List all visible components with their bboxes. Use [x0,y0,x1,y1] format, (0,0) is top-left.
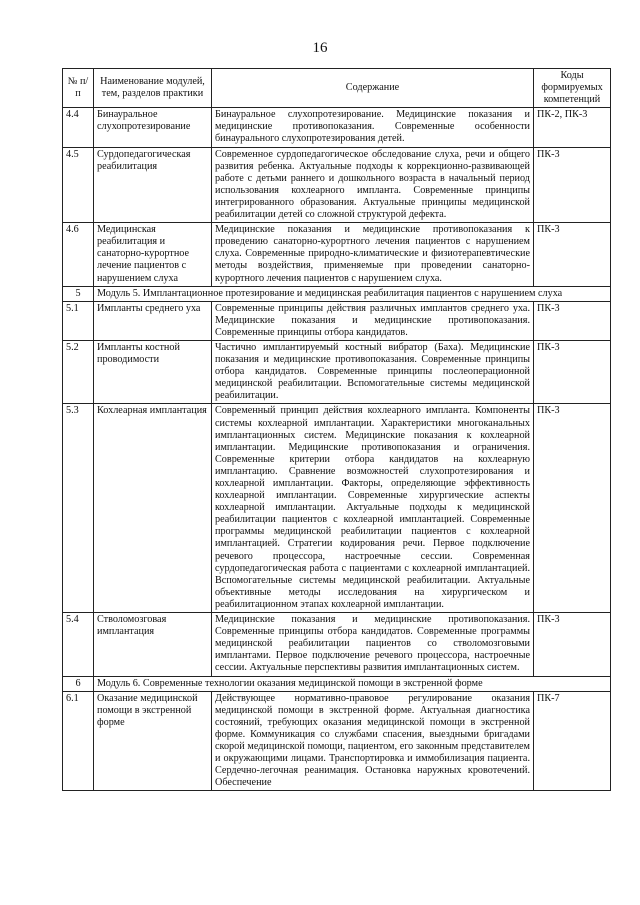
module-title: Модуль 6. Современные технологии оказания медицинской помощи в экстренной форме [94,676,611,691]
module-num: 5 [63,286,94,301]
row-codes: ПК-3 [534,340,611,403]
row-num: 5.4 [63,613,94,676]
row-num: 6.1 [63,691,94,791]
row-name: Кохлеарная имплантация [94,404,212,613]
row-num: 5.1 [63,301,94,340]
table-row [63,691,611,791]
header-codes: Коды формируемых компетенций [534,69,611,108]
row-codes: ПК-2, ПК-3 [534,108,611,147]
module-title: Модуль 5. Имплантационное протезирование и медицинская реабилитация пациентов с нарушением слуха [94,286,611,301]
curriculum-table [62,68,611,791]
row-content: Современные принципы действия различных имплантов среднего уха. Медицинские показания и медицинские противопоказания. Современные принципы отбора кандидатов. [212,301,534,340]
row-name: Импланты костной проводимости [94,340,212,403]
row-num: 4.5 [63,147,94,223]
row-content: Современный принцип действия кохлеарного импланта. Компоненты системы кохлеарной имплантации. Характеристики многоканальных имплантационных систем. Медицинские показания к кохлеарной имплантации. Медицинские противопоказания и ограничения. Современные критерии отбора кандидатов на кохлеарную имплантацию. Сравнение возможностей слухопротезирования и кохлеарной имплантации. Факторы, определяющие эффективность кохлеарной имплантации. Современные хирургические аспекты кохлеарной имплантации. Актуальные подходы к медицинской реабилитации пациентов с кохлеарной имплантацией. Современные программы медицинской реабилитации пациентов с кохлеарной имплантацией. Стратегии кодирования речи. Первое подключение речевого процессора, настроечные сессии. Современная сурдопедагогическая работа с пациентами с кохлеарной имплантацией. Вспомогательные системы медицинской реабилитации. Актуальные объективные методы исследования на хирургическом и реабилитационном этапах кохлеарной имплантации. [212,404,534,613]
row-content: Медицинские показания и медицинские противопоказания к проведению санаторно-курортного лечения пациентов с нарушением слуха. Современные природно-климатические и физиотерапевтические методы воздействия, применяемые при проведении санаторно-курортного лечения пациентов с нарушением слуха. [212,223,534,286]
row-name: Сурдопедагогическая реабилитация [94,147,212,223]
header-name: Наименование модулей, тем, разделов практики [94,69,212,108]
row-name: Импланты среднего уха [94,301,212,340]
row-name: Оказание медицинской помощи в экстренной форме [94,691,212,791]
header-content: Содержание [212,69,534,108]
table-header-row [63,69,611,108]
row-num: 4.4 [63,108,94,147]
table-row [63,613,611,676]
table-row [63,301,611,340]
row-name: Бинауральное слухопротезирование [94,108,212,147]
table-row [63,223,611,286]
row-num: 5.2 [63,340,94,403]
row-content: Медицинские показания и медицинские противопоказания. Современные принципы отбора кандидатов. Современные программы медицинской реабилитации пациентов со стволомозговыми имплантами. Первое подключение речевого процессора, настроечные сессии. Актуальные перспективы развития имплантационных систем. [212,613,534,676]
row-name: Медицинская реабилитация и санаторно-курортное лечение пациентов с нарушением слуха [94,223,212,286]
module-row [63,676,611,691]
row-content: Современное сурдопедагогическое обследование слуха, речи и общего развития ребенка. Актуальные подходы к коррекционно-развивающей работе с детьми раннего и дошкольного возраста в начальный период использования кохлеарного импланта. Современные принципы интегрированного образования. Актуальные принципы медицинской реабилитации детей со сложной структурой дефекта. [212,147,534,223]
row-name: Стволомозговая имплантация [94,613,212,676]
header-num: № п/п [63,69,94,108]
row-codes: ПК-3 [534,613,611,676]
page-number: 16 [312,40,328,56]
module-num: 6 [63,676,94,691]
table-row [63,404,611,613]
module-row [63,286,611,301]
row-codes: ПК-3 [534,301,611,340]
row-codes: ПК-3 [534,147,611,223]
row-codes: ПК-3 [534,223,611,286]
row-codes: ПК-7 [534,691,611,791]
table-row [63,147,611,223]
row-codes: ПК-3 [534,404,611,613]
row-content: Бинауральное слухопротезирование. Медицинские показания и медицинские противопоказания. Современные особенности бинаурального слухопротезирования детей. [212,108,534,147]
row-num: 4.6 [63,223,94,286]
table-row [63,340,611,403]
row-content: Действующее нормативно-правовое регулирование оказания медицинской помощи в экстренной форме. Актуальная диагностика состояний, требующих оказания медицинской помощи в экстренной форме. Коммуникация со службами спасения, выездными бригадами скорой медицинской помощи, пациентом, его законным представителем и окружающими лицами. Транспортировка и иммобилизация пациента. Сердечно-легочная реанимация. Остановка наружных кровотечений. Обеспечение [212,691,534,791]
row-content: Частично имплантируемый костный вибратор (Баха). Медицинские показания и медицинские противопоказания. Современные принципы отбора кандидатов. Современные принципы послеоперационной медицинской реабилитации. Вспомогательные системы медицинской реабилитации. [212,340,534,403]
table-row [63,108,611,147]
row-num: 5.3 [63,404,94,613]
